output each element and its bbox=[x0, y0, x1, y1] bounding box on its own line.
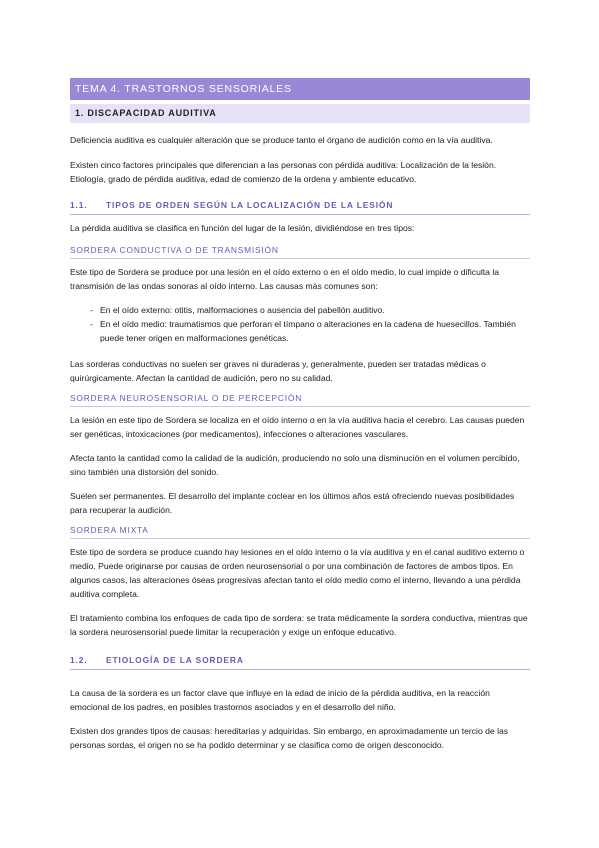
etiologia-paragraph-2: Existen dos grandes tipos de causas: hereditarias y adquiridas. Sin embargo, en aproximadamente un tercio de las personas sordas, el origen no se ha podido determinar y se clasifica como de origen desconocido. bbox=[70, 726, 509, 750]
heading-sordera-mixta: SORDERA MIXTA bbox=[70, 525, 530, 539]
subsection-title: ETIOLOGÍA DE LA SORDERA bbox=[106, 655, 244, 665]
neurosensorial-paragraph-1: La lesión en este tipo de Sordera se localiza en el oído interno o en la vía auditiva hacia el cerebro. Las causas pueden ser genéticas, intoxicaciones (por medicamentos), infecciones o alteraciones vasculares. bbox=[70, 415, 525, 439]
neurosensorial-paragraph-3: Suelen ser permanentes. El desarrollo del implante coclear en los últimos años está ofreciendo nuevas posibilidades para recuperar la audición. bbox=[70, 491, 515, 515]
conductiva-paragraph-2: Las sorderas conductivas no suelen ser graves ni duraderas y, generalmente, pueden ser tratadas médicas o quirúrgicamente. Afectan la cantidad de audición, pero no su calidad. bbox=[70, 359, 486, 383]
conductiva-paragraph-1: Este tipo de Sordera se produce por una lesión en el oído externo o en el oído medio, lo cual impide o dificulta la transmisión de las ondas sonoras al oído interno. Las causas más comunes son: bbox=[70, 267, 500, 291]
heading-sordera-neurosensorial: SORDERA NEUROSENSORIAL O DE PERCEPCIÓN bbox=[70, 393, 530, 407]
subsection-number: 1.2. bbox=[70, 655, 88, 665]
heading-sordera-conductiva: SORDERA CONDUCTIVA O DE TRANSMISIÓN bbox=[70, 245, 530, 259]
mixta-paragraph-2: El tratamiento combina los enfoques de cada tipo de sordera: se trata médicamente la sordera conductiva, mientras que la sordera neurosensorial puede limitar la recuperación y exige un enfoque educativo. bbox=[70, 613, 528, 637]
intro-paragraph-1: Deficiencia auditiva es cualquier alteración que se produce tanto el órgano de audición como en la vía auditiva. bbox=[70, 135, 493, 145]
neurosensorial-paragraph-2: Afecta tanto la cantidad como la calidad de la audición, produciendo no solo una disminución en el volumen percibido, sino también una distorsión del sonido. bbox=[70, 453, 520, 477]
intro-paragraph-2: Existen cinco factores principales que diferencian a las personas con pérdida auditiva: Localización de la lesión. Etiología, grado de pérdida auditiva, edad de comienzo de la ordena y ambiente educativo. bbox=[70, 160, 497, 184]
dash-bullet: - bbox=[90, 305, 93, 315]
chapter-title: TEMA 4. TRASTORNOS SENSORIALES bbox=[70, 78, 530, 100]
etiologia-paragraph-1: La causa de la sordera es un factor clave que influye en la edad de inicio de la pérdida auditiva, en la reacción emocional de los padres, en posibles trastornos asociados y en el desarrollo del niño. bbox=[70, 688, 490, 712]
subsection-1-1-paragraph: La pérdida auditiva se clasifica en función del lugar de la lesión, dividiéndose en tres tipos: bbox=[70, 223, 415, 233]
section-title: 1. DISCAPACIDAD AUDITIVA bbox=[70, 104, 530, 123]
list-item-text: En el oído medio: traumatismos que perforan el tímpano o alteraciones en la cadena de huesecillos. También puede tener origen en malformaciones genéticas. bbox=[100, 319, 516, 343]
page-content bbox=[70, 78, 530, 752]
list-item bbox=[70, 303, 530, 317]
subsection-heading-1-2 bbox=[70, 655, 530, 670]
list-item-text: En el oído externo: otitis, malformaciones o ausencia del pabellón auditivo. bbox=[100, 305, 385, 315]
conductiva-causes-list bbox=[70, 303, 530, 345]
subsection-title: TIPOS DE ORDEN SEGÚN LA LOCALIZACIÓN DE LA LESIÓN bbox=[106, 200, 394, 210]
subsection-heading-1-1 bbox=[70, 200, 530, 215]
subsection-number: 1.1. bbox=[70, 200, 88, 210]
dash-bullet: - bbox=[90, 319, 93, 329]
mixta-paragraph-1: Este tipo de sordera se produce cuando hay lesiones en el oído interno o la vía auditiva y en el canal auditivo externo o medio. Puede originarse por causas de orden neurosensorial o por una combinación de factores de ambos tipos. En algunos casos, las alteraciones óseas progresivas afectan tanto el oído medio como el interno, llevando a una pérdida auditiva completa. bbox=[70, 547, 525, 599]
list-item bbox=[70, 317, 530, 345]
